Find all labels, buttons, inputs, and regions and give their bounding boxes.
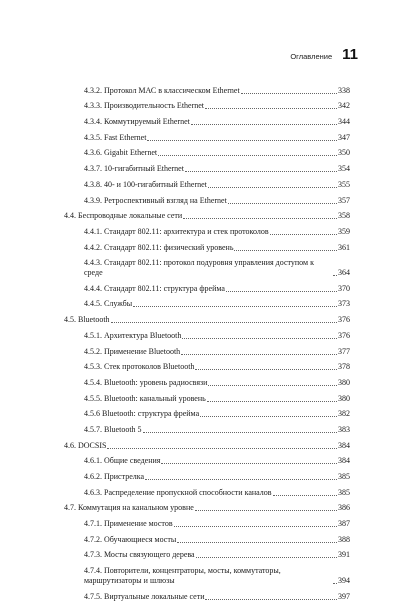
dot-leader (133, 306, 337, 307)
dot-leader (195, 369, 337, 370)
toc-subsection-entry[interactable] (64, 96, 350, 112)
toc-entry-title: 4.7.4. Повторители, концентраторы, мосты, коммутаторы, маршрутизаторы и шлюзы (84, 565, 281, 585)
toc-entry-page: 357 (338, 195, 350, 205)
dot-leader (111, 322, 337, 323)
toc-entry-title: 4.7.1. Применение мостов (84, 519, 173, 529)
toc-entry-page: 370 (338, 283, 350, 293)
dot-leader (181, 354, 337, 355)
toc-entry-title: 4.7.5. Виртуальные локальные сети (84, 591, 205, 601)
dot-leader (205, 108, 337, 109)
toc-entry-page: 376 (338, 330, 350, 340)
toc-entry-title: 4.3.6. Gigabit Ethernet (84, 148, 158, 158)
toc-entry-page: 388 (338, 534, 350, 544)
toc-entry-title: 4.3.5. Fast Ethernet (84, 132, 147, 142)
toc-subsection-entry[interactable] (64, 325, 350, 341)
dot-leader (161, 463, 337, 464)
dot-leader (228, 203, 337, 204)
toc-entry-title: 4.4.3. Стандарт 802.11: протокол подуровня управления доступом к среде (84, 258, 314, 278)
toc-entry-page: 361 (338, 242, 350, 252)
toc-entry-title: 4.4.5. Службы (84, 299, 133, 309)
dot-leader (208, 385, 337, 386)
toc-entry-page: 384 (338, 440, 350, 450)
toc-entry-page: 373 (338, 299, 350, 309)
dot-leader (147, 140, 337, 141)
toc-entry-page: 378 (338, 362, 350, 372)
toc-entry-page: 350 (338, 148, 350, 158)
toc-subsection-entry[interactable] (64, 513, 350, 529)
toc-entry-title: 4.6.3. Распределение пропускной способности каналов (84, 487, 272, 497)
dot-leader (207, 401, 337, 402)
toc-entry-title: 4.4.2. Стандарт 802.11: физический уровень (84, 242, 234, 252)
toc-entry-title: 4.7. Коммутация на канальном уровне (64, 503, 194, 513)
dot-leader (191, 124, 337, 125)
toc-entry-page: 383 (338, 424, 350, 434)
toc-subsection-entry[interactable] (64, 237, 350, 253)
toc-section-entry[interactable] (64, 498, 350, 514)
dot-leader (145, 479, 337, 480)
toc-entry-title: 4.3.9. Ретроспективный взгляд на Ethernet (84, 195, 227, 205)
toc-entry-title: 4.5.5. Bluetooth: канальный уровень (84, 393, 206, 403)
toc-entry-page: 391 (338, 550, 350, 560)
dot-leader (270, 234, 337, 235)
running-title: Оглавление (290, 52, 333, 61)
toc-section-entry[interactable] (64, 435, 350, 451)
dot-leader (143, 432, 337, 433)
toc-entry-page: 342 (338, 101, 350, 111)
toc-entry-title: 4.3.4. Коммутируемый Ethernet (84, 117, 190, 127)
toc-entry-title: 4.4. Беспроводные локальные сети (64, 211, 183, 221)
toc-entry-title: 4.5.3. Стек протоколов Bluetooth (84, 362, 195, 372)
dot-leader (174, 526, 337, 527)
dot-leader (333, 275, 337, 276)
toc-entry-page: 397 (338, 591, 350, 601)
toc-entry-title: 4.3.7. 10-гигабитный Ethernet (84, 164, 184, 174)
dot-leader (107, 448, 337, 449)
toc-subsection-entry[interactable] (64, 451, 350, 467)
toc-entry-title: 4.5.2. Применение Bluetooth (84, 346, 181, 356)
toc-entry-title: 4.3.8. 40- и 100-гигабитный Ethernet (84, 179, 207, 189)
dot-leader (183, 218, 337, 219)
dot-leader (234, 250, 337, 251)
toc-subsection-entry[interactable] (64, 404, 350, 420)
toc-entry-title: 4.6. DOCSIS (64, 440, 107, 450)
toc-entry-page: 376 (338, 315, 350, 325)
toc-subsection-entry[interactable] (64, 586, 350, 602)
toc-entry-title: 4.4.4. Стандарт 802.11: структура фрейма (84, 283, 225, 293)
toc-subsection-entry[interactable] (64, 221, 350, 237)
toc-entry-page: 384 (338, 456, 350, 466)
toc-entry-page: 385 (338, 487, 350, 497)
toc-entry-page: 386 (338, 503, 350, 513)
table-of-contents (64, 80, 350, 602)
dot-leader (200, 416, 337, 417)
toc-entry-page: 394 (338, 575, 350, 585)
toc-entry-title: 4.3.2. Протокол МАС в классическом Ethernet (84, 85, 240, 95)
toc-subsection-entry[interactable] (64, 127, 350, 143)
toc-subsection-entry[interactable] (64, 372, 350, 388)
toc-subsection-entry[interactable] (64, 357, 350, 373)
toc-entry-page: 364 (338, 268, 350, 278)
toc-entry-title: 4.7.2. Обучающиеся мосты (84, 534, 177, 544)
toc-subsection-entry[interactable] (64, 341, 350, 357)
toc-entry-title: 4.5.1. Архитектура Bluetooth (84, 330, 182, 340)
toc-entry-title: 4.5.7. Bluetooth 5 (84, 424, 142, 434)
dot-leader (182, 338, 337, 339)
toc-subsection-entry[interactable] (64, 158, 350, 174)
toc-entry-title: 4.5.6 Bluetooth: структура фрейма (84, 409, 200, 419)
toc-entry-page: 380 (338, 377, 350, 387)
toc-subsection-entry[interactable] (64, 529, 350, 545)
dot-leader (185, 171, 337, 172)
dot-leader (208, 187, 337, 188)
dot-leader (158, 155, 337, 156)
dot-leader (195, 510, 337, 511)
toc-subsection-entry[interactable] (64, 143, 350, 159)
toc-subsection-entry[interactable] (64, 545, 350, 561)
toc-subsection-entry[interactable] (64, 111, 350, 127)
toc-section-entry[interactable] (64, 206, 350, 222)
page-number: 11 (342, 46, 358, 63)
toc-entry-page: 387 (338, 519, 350, 529)
toc-entry-title: 4.6.2. Пристрелка (84, 472, 145, 481)
toc-subsection-entry[interactable] (64, 482, 350, 498)
toc-subsection-entry[interactable] (64, 466, 350, 482)
dot-leader (205, 599, 337, 600)
toc-entry-page: 382 (338, 409, 350, 419)
toc-subsection-entry[interactable] (64, 253, 350, 279)
toc-subsection-entry[interactable] (64, 174, 350, 190)
toc-entry-title: 4.7.3. Мосты связующего дерева (84, 550, 195, 560)
toc-subsection-entry[interactable] (64, 419, 350, 435)
dot-leader (333, 583, 337, 584)
toc-entry-title: 4.3.3. Производительность Ethernet (84, 101, 205, 111)
toc-entry-page: 338 (338, 85, 350, 95)
toc-entry-title: 4.6.1. Общие сведения (84, 456, 161, 466)
dot-leader (196, 557, 337, 558)
toc-subsection-entry[interactable] (64, 278, 350, 294)
toc-entry-page: 354 (338, 164, 350, 174)
toc-subsection-entry[interactable] (64, 190, 350, 206)
toc-entry-page: 377 (338, 346, 350, 356)
toc-subsection-entry[interactable] (64, 388, 350, 404)
dot-leader (177, 542, 337, 543)
toc-entry-title: 4.5. Bluetooth (64, 315, 110, 325)
toc-entry-title: 4.4.1. Стандарт 802.11: архитектура и стек протоколов (84, 226, 269, 236)
dot-leader (226, 291, 337, 292)
page-header (60, 46, 358, 63)
toc-entry-page: 355 (338, 179, 350, 189)
toc-entry-page: 358 (338, 211, 350, 221)
dot-leader (273, 495, 337, 496)
toc-entry-page: 347 (338, 132, 350, 142)
toc-entry-page: 359 (338, 226, 350, 236)
toc-subsection-entry[interactable] (64, 294, 350, 310)
toc-entry-title: 4.5.4. Bluetooth: уровень радиосвязи (84, 377, 208, 387)
toc-subsection-entry[interactable] (64, 560, 350, 586)
toc-section-entry[interactable] (64, 309, 350, 325)
toc-entry-page: 380 (338, 393, 350, 403)
toc-subsection-entry[interactable] (64, 80, 350, 96)
toc-entry-page: 344 (338, 117, 350, 127)
toc-entry-page: 385 (338, 472, 350, 481)
dot-leader (241, 93, 337, 94)
